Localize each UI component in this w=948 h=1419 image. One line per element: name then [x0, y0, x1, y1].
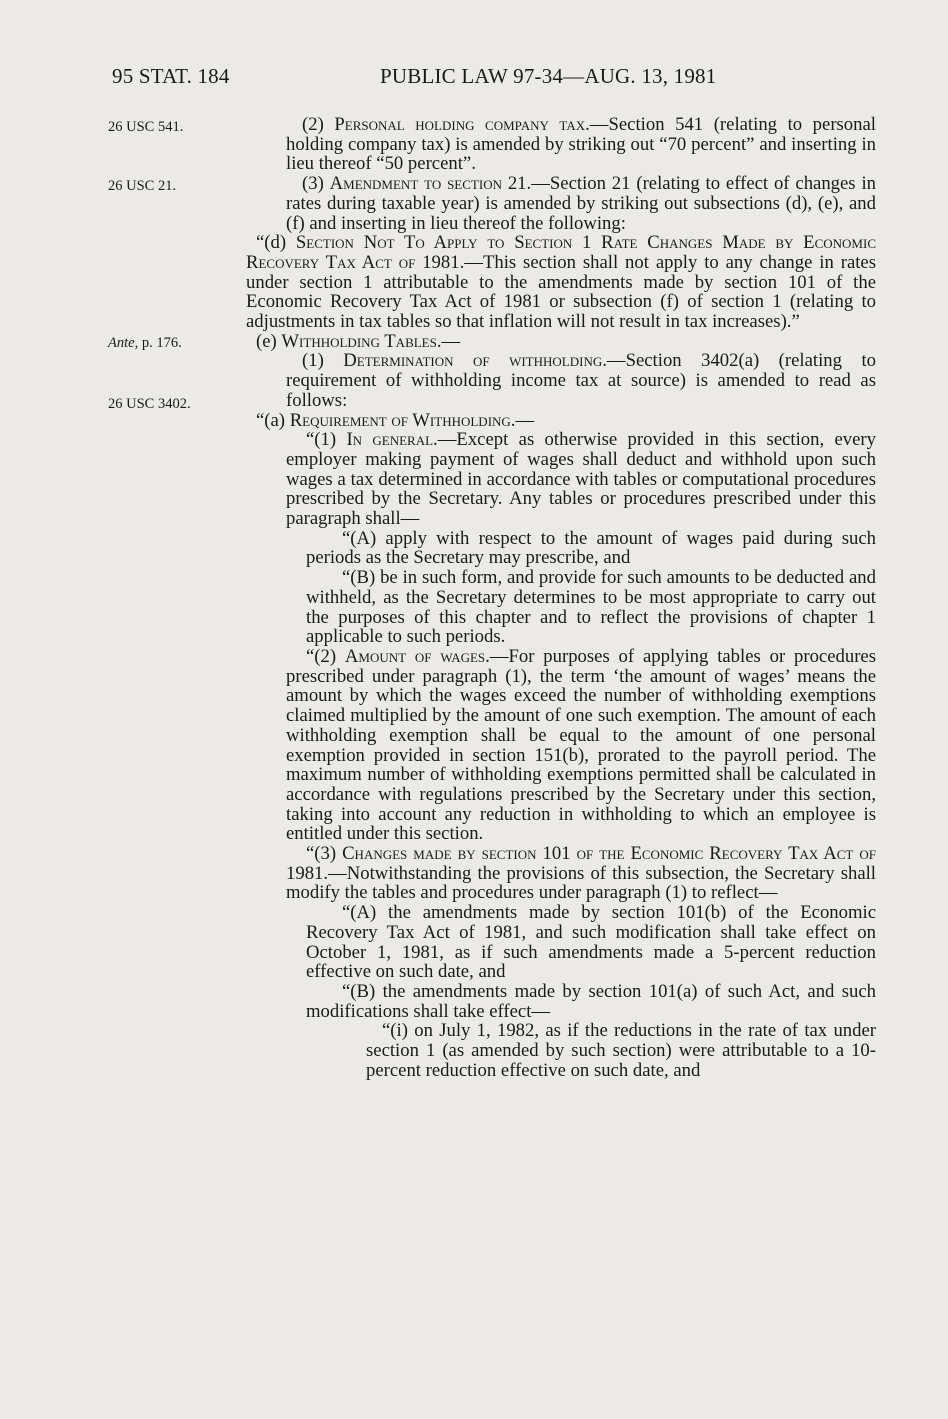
- page-header: [112, 64, 876, 94]
- paragraph-heading: Amount of wages.: [344, 645, 490, 667]
- subsection-dash: —: [515, 409, 535, 431]
- paragraph-number: “(2): [306, 645, 345, 667]
- subsection-a-requirement-of-withholding: [246, 411, 876, 431]
- subsection-dash: —: [441, 330, 461, 352]
- subsection-heading: Withholding Tables.: [281, 330, 442, 352]
- paragraph-text: —Section 541 (relating to personal holding company tax) is amended by striking out “70 percent” and inserting in lieu thereof “50 percent”.: [286, 114, 876, 175]
- paragraph-heading: In general.: [346, 429, 438, 451]
- paragraph-number: (2): [302, 114, 335, 135]
- subparagraph-a3-A: “(A) the amendments made by section 101(b) of the Economic Recovery Tax Act of 1981, and such modification shall take effect on October 1, 1981, as if such amendments made a 5-percent reduction effective on such date, and: [306, 902, 876, 983]
- subsection-e-withholding-tables: [246, 332, 876, 352]
- subsection-open: “(a): [256, 409, 290, 431]
- paragraph-text: —Section 3402(a) (relating to requirement of withholding income tax at source) is amended to read as follows:: [286, 350, 876, 411]
- margin-note-usc-541: 26 USC 541.: [108, 119, 184, 135]
- subsection-open: (e): [256, 330, 282, 352]
- paragraph-2-personal-holding-company-tax: [246, 115, 876, 174]
- margin-note-ante-page: p. 176.: [141, 335, 182, 351]
- margin-note-usc-21: 26 USC 21.: [108, 178, 177, 194]
- paragraph-text: —Section 21 (relating to effect of changes in rates during taxable year) is amended by striking out subsections (d), (e), and (f) and inserting in lieu thereof the following:: [286, 173, 876, 234]
- subsection-heading: Section Not To Apply to Section 1 Rate Changes Made by Economic Recovery Tax Act of 1981.: [246, 232, 876, 273]
- margin-note-ante-italic: Ante,: [108, 335, 139, 351]
- paragraph-heading: Personal holding company tax.: [334, 114, 590, 135]
- subparagraph-a1-B: “(B) be in such form, and provide for such amounts to be deducted and withheld, as the Secretary determines to be most appropriate to carry out the purposes of this chapter and to reflect the provisions of chapter 1 applicable to such periods.: [306, 567, 876, 648]
- statute-body: [246, 115, 876, 1080]
- paragraph-a3-changes-made-by-section-101: [246, 844, 876, 903]
- paragraph-3-amendment-to-section-21: [246, 174, 876, 233]
- paragraph-text: —Except as otherwise provided in this section, every employer making payment of wages shall deduct and withhold upon such wages a tax determined in accordance with tables or computational procedures prescribed by the Secretary. Any tables or procedures prescribed under this paragraph shall—: [286, 429, 876, 530]
- paragraph-number: (1): [302, 350, 344, 372]
- paragraph-a2-amount-of-wages: [246, 647, 876, 844]
- paragraph-number: “(3): [306, 843, 343, 865]
- paragraph-e1-determination-of-withholding: [246, 351, 876, 410]
- margin-note-usc-3402: 26 USC 3402.: [108, 396, 191, 412]
- paragraph-text: —For purposes of applying tables or procedures prescribed under paragraph (1), the term ‘the amount of wages’ means the amount by which the wages exceed the number of withholding exemptions claimed multiplied by the amount of one such exemption. The amount of each withholding exemption shall be equal to the amount of one personal exemption provided in section 151(b), prorated to the payroll period. The maximum number of withholding exemptions permitted shall be calculated in accordance with regulations prescribed by the Secretary under this section, taking into account any reduction in withholding to which an employee is entitled under this section.: [286, 645, 876, 845]
- subsection-text: —This section shall not apply to any change in rates under section 1 attributable to the amendments made by section 101 of the Economic Recovery Tax Act of 1981 or subsection (f) of section 1 (relating to adjustments in tax tables so that inflation will not result in tax increases).”: [246, 251, 876, 333]
- subsection-open: “(d): [256, 232, 296, 254]
- paragraph-text: —Notwithstanding the provisions of this subsection, the Secretary shall modify the tables and procedures under paragraph (1) to reflect—: [286, 862, 876, 904]
- paragraph-a1-in-general: [246, 430, 876, 529]
- statute-page-number: 95 STAT. 184: [112, 64, 230, 88]
- public-law-title: PUBLIC LAW 97-34—AUG. 13, 1981: [380, 64, 717, 88]
- clause-a3-B-i: “(i) on July 1, 1982, as if the reductions in the rate of tax under section 1 (as amended by such section) were attributable to a 10-percent reduction effective on such date, and: [366, 1020, 876, 1081]
- paragraph-heading: Amendment to section 21.: [329, 173, 532, 195]
- margin-note-ante: [108, 335, 182, 352]
- paragraph-number: “(1): [306, 429, 347, 451]
- subparagraph-a3-B: “(B) the amendments made by section 101(a) of such Act, and such modifications shall take effect—: [306, 980, 876, 1022]
- subsection-d: [246, 233, 876, 332]
- paragraph-number: (3): [302, 173, 330, 195]
- paragraph-heading: Changes made by section 101 of the Economic Recovery Tax Act of 1981.: [286, 843, 876, 884]
- paragraph-heading: Determination of withholding.: [343, 350, 607, 372]
- subsection-heading: Requirement of Withholding.: [289, 409, 516, 431]
- subparagraph-a1-A: “(A) apply with respect to the amount of wages paid during such periods as the Secretary may prescribe, and: [306, 527, 876, 569]
